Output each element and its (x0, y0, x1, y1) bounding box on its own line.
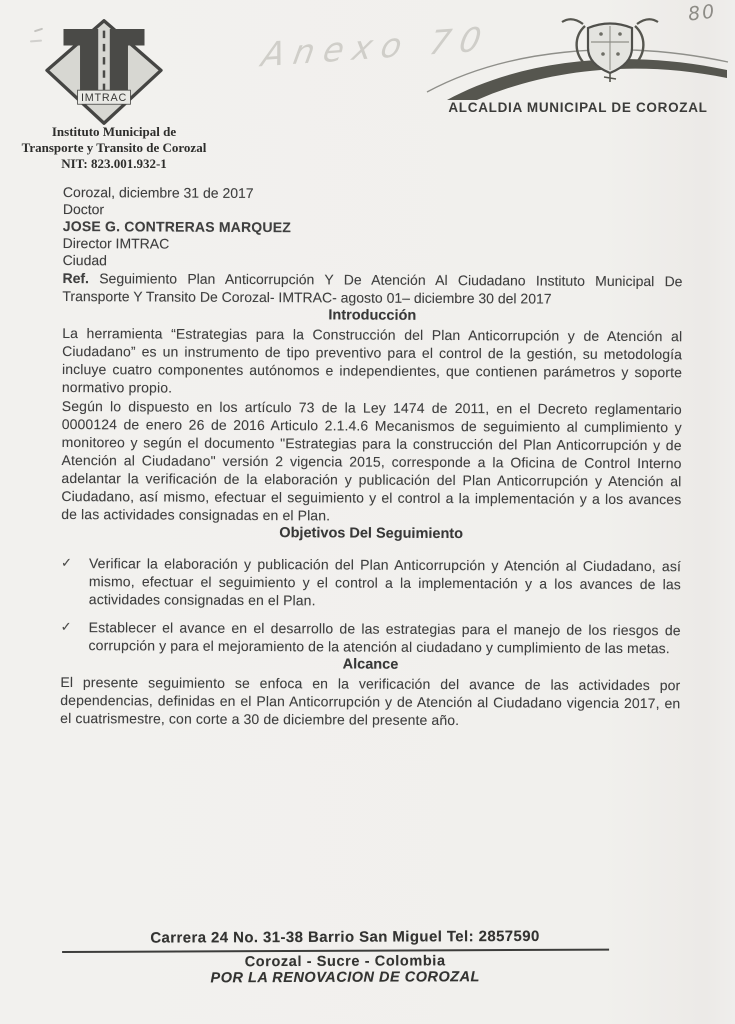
letter-body (60, 183, 683, 730)
imtrac-logo (42, 14, 166, 132)
pen-mark (30, 40, 42, 43)
checkmark-icon: ✓ (60, 555, 72, 571)
objective-item-text: Verificar la elaboración y publicación del Plan Anticorrupción y Atención al Ciudadano, así mismo, efectuar el seguimiento y el control a la implementación y a los avances de las actividades consignadas en el Plan. (88, 555, 682, 609)
section-heading-introduccion: Introducción (328, 307, 417, 325)
recipient-block (63, 201, 683, 272)
footer-slogan: POR LA RENOVACION DE COROZAL (210, 969, 480, 987)
objective-item (61, 554, 681, 612)
handwritten-annotation: Anexo 70 (258, 18, 494, 75)
institute-line-1: Instituto Municipal de (51, 124, 177, 139)
recipient-salutation: Doctor (62, 200, 105, 218)
handwritten-page-number: 80 (686, 0, 718, 26)
recipient-city: Ciudad (62, 251, 108, 269)
footer-address: Carrera 24 No. 31-38 Barrio San Miguel Tel: 2857590 (150, 927, 540, 947)
recipient-title: Director IMTRAC (62, 234, 170, 252)
reference-label: Ref. (62, 269, 89, 287)
alcaldia-crest-icon (425, 16, 730, 102)
checkmark-icon: ✓ (60, 618, 72, 634)
reference-line (62, 269, 682, 308)
recipient-name: JOSE G. CONTRERAS MARQUEZ (62, 217, 292, 236)
section-heading-alcance: Alcance (342, 656, 399, 673)
objective-item (61, 617, 681, 656)
footer-location: Corozal - Sucre - Colombia (244, 953, 446, 971)
institute-line-2: Transporte y Transito de Corozal (21, 140, 207, 155)
date-line: Corozal, diciembre 31 de 2017 (62, 183, 254, 201)
alcaldia-crest (425, 16, 730, 102)
letter-footer (60, 928, 630, 987)
imtrac-road-diamond-icon (42, 14, 166, 130)
institute-name-block (6, 124, 222, 172)
alcaldia-label: ALCALDIA MUNICIPAL DE COROZAL (448, 100, 708, 115)
paragraph-alcance: El presente seguimiento se enfoca en la verificación del avance de las actividades por dependencias, definidas en el Plan Anticorrupción y de Atención al Ciudadano vigencia 2017, en el cuatrismestre, con corte a 30 de diciembre del presente año. (60, 673, 681, 728)
paragraph-introduccion-2: Según lo dispuesto en los artículo 73 de la Ley 1474 de 2011, en el Decreto reglamentario 0000124 de enero 26 de 2016 Articulo 2.1.4.6 Mecanismos de seguimiento al cumplimiento y monitoreo y según el documento "Estrategias para la construcción del Plan Anticorrupción y de Atención al Ciudadano" versión 2 vigencia 2015, corresponde a la Oficina de Control Interno adelantar la verificación de la elaboración y publicación del Plan Anticorrupción y Atención al Ciudadano, así mismo, efectuar el seguimiento y el control a la implementación y a los avances de las actividades consignadas en el Plan. (61, 397, 682, 524)
reference-text: Seguimiento Plan Anticorrupción Y De Atención Al Ciudadano Instituto Municipal De Transporte Y Transito De Corozal- IMTRAC- agosto 01– diciembre 30 del 2017 (62, 270, 683, 307)
section-heading-objetivos: Objetivos Del Seguimiento (279, 525, 464, 543)
paragraph-introduccion-1: La herramienta “Estrategias para la Construcción del Plan Anticorrupción y de Atención al Ciudadano” es un instrumento de tipo preventivo para el control de la gestión, su metodología incluye cuatro componentes autónomos e independientes, que contienen parámetros y soporte normativo propio. (61, 325, 683, 397)
imtrac-logo-label: IMTRAC (80, 91, 128, 104)
institute-nit: NIT: 823.001.932-1 (61, 156, 167, 171)
objective-item-text: Establecer el avance en el desarrollo de las estrategias para el manejo de los riesgos de corrupción y para el mejoramiento de la atención al ciudadano y cumplimiento de las metas. (88, 618, 681, 656)
